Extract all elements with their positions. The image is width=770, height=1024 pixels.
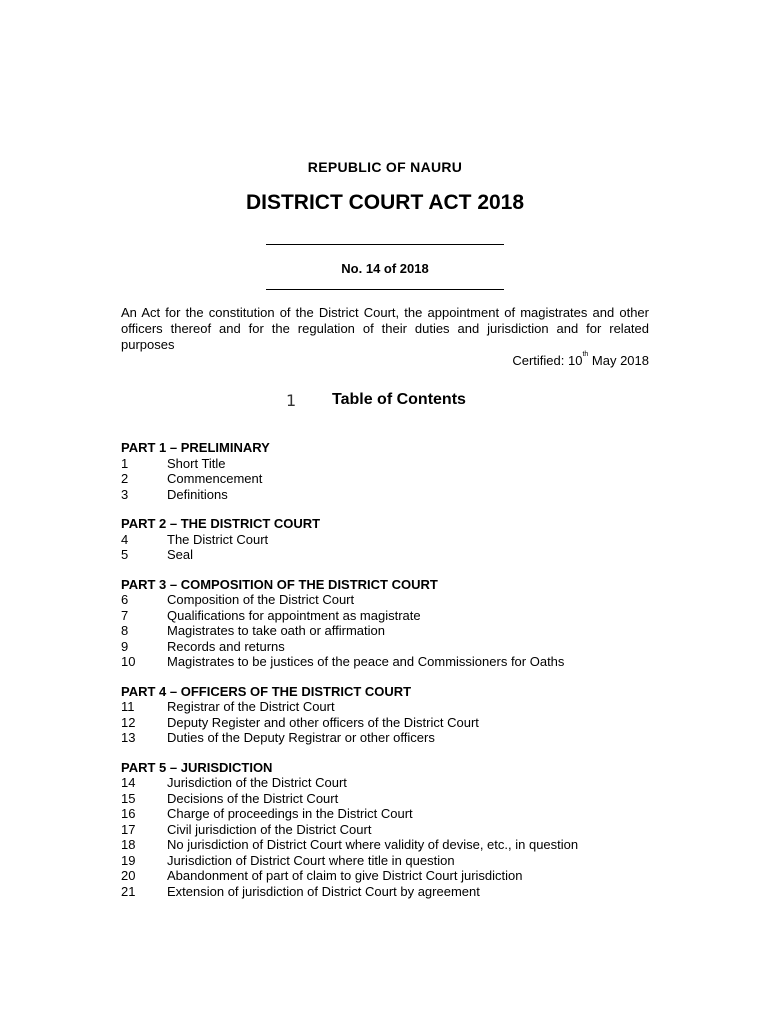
toc-entry-number: 9 (121, 638, 129, 654)
act-number: No. 14 of 2018 (341, 261, 429, 276)
toc-heading-title: Table of Contents (332, 391, 466, 408)
toc-part-title: PART 5 – JURISDICTION (121, 759, 273, 775)
toc-entry-title: Abandonment of part of claim to give District Court jurisdiction (167, 868, 523, 883)
toc-entry-title: Seal (167, 547, 194, 562)
toc-entry-number: 11 (121, 699, 135, 714)
toc-entry-number: 14 (121, 775, 136, 790)
toc-entry-number: 12 (121, 714, 136, 730)
toc-entry-title: Commencement (167, 471, 263, 486)
toc-entry-number: 5 (121, 547, 129, 562)
toc-entry-title: Registrar of the District Court (167, 699, 335, 714)
certified-ordinal: th (582, 351, 589, 358)
toc-entry (121, 715, 661, 731)
toc-entry (121, 730, 661, 746)
toc-entry-number: 6 (121, 592, 129, 607)
toc-part (121, 516, 661, 563)
toc-entry-number: 18 (121, 837, 136, 852)
toc-part-title: PART 4 – OFFICERS OF THE DISTRICT COURT (121, 683, 412, 699)
toc-entry-title: Duties of the Deputy Registrar or other officers (167, 730, 435, 745)
toc-entry-title: No jurisdiction of District Court where validity of devise, etc., in question (167, 837, 579, 852)
toc-entry-number: 13 (121, 730, 136, 745)
toc-entry (121, 806, 661, 822)
toc-entry (121, 608, 661, 624)
toc-entry (121, 654, 661, 670)
long-title: An Act for the constitution of the District Court, the appointment of magistrates and other officers thereof and for the regulation of their duties and jurisdiction and for related purposes (121, 305, 649, 352)
toc-entry-title: Definitions (167, 486, 228, 502)
toc-entry-number: 15 (121, 790, 136, 806)
toc-entry (121, 592, 661, 608)
toc-entry (121, 471, 661, 487)
toc-part-title: PART 3 – COMPOSITION OF THE DISTRICT COURT (121, 576, 438, 592)
toc-entry-title: Magistrates to be justices of the peace and Commissioners for Oaths (167, 654, 565, 669)
toc-part-title: PART 1 – PRELIMINARY (121, 440, 270, 455)
toc-entry-title: Short Title (167, 455, 226, 471)
toc-entry-number: 1 (121, 455, 129, 471)
toc-entry (121, 775, 661, 791)
toc-entry-number: 2 (121, 471, 129, 486)
toc-entry (121, 837, 661, 853)
toc-entry-title: Civil jurisdiction of the District Court (167, 821, 372, 837)
toc-entry (121, 791, 661, 807)
toc-part (121, 440, 661, 502)
toc-part (121, 577, 661, 670)
toc-entry (121, 853, 661, 869)
toc-part (121, 760, 661, 900)
certified-date (121, 353, 649, 368)
toc-entry-number: 3 (121, 486, 129, 502)
toc-entry-number: 4 (121, 531, 129, 547)
certified-prefix: Certified: 10 (512, 353, 583, 368)
toc-entry (121, 822, 661, 838)
toc-entry (121, 487, 661, 503)
toc-entry (121, 639, 661, 655)
toc-entry-title: Jurisdiction of District Court where title in question (167, 852, 455, 868)
toc-entry-title: Jurisdiction of the District Court (167, 775, 347, 790)
toc-part (121, 684, 661, 746)
toc-entry (121, 547, 661, 563)
toc-entry (121, 623, 661, 639)
toc-heading-number: 1 (286, 391, 297, 410)
toc-entry-title: Magistrates to take oath or affirmation (167, 623, 385, 638)
toc-entry-number: 20 (121, 868, 136, 883)
toc-entry-number: 16 (121, 806, 136, 821)
toc-entry-title: Deputy Register and other officers of the District Court (167, 714, 479, 730)
toc-entry-number: 21 (121, 883, 136, 899)
certified-suffix: May 2018 (588, 353, 649, 368)
toc-entry-number: 8 (121, 623, 129, 638)
toc-entry-title: Qualifications for appointment as magistrate (167, 607, 421, 623)
toc-entry-title: Charge of proceedings in the District Court (167, 806, 413, 821)
toc-entry (121, 532, 661, 548)
horizontal-rule (266, 289, 504, 290)
toc-part-title: PART 2 – THE DISTRICT COURT (121, 516, 321, 531)
toc-entry (121, 456, 661, 472)
toc-entry-title: Composition of the District Court (167, 592, 355, 607)
toc-entry-title: Decisions of the District Court (167, 790, 339, 806)
horizontal-rule (266, 244, 504, 245)
toc-entry (121, 884, 661, 900)
table-of-contents (121, 440, 661, 913)
toc-entry (121, 868, 661, 884)
toc-entry-number: 19 (121, 852, 136, 868)
toc-entry-title: The District Court (167, 531, 269, 547)
republic-heading: REPUBLIC OF NAURU (307, 159, 463, 175)
toc-entry-title: Records and returns (167, 638, 285, 654)
toc-entry-number: 10 (121, 654, 136, 669)
toc-entry-number: 17 (121, 821, 136, 837)
act-title: DISTRICT COURT ACT 2018 (245, 191, 525, 214)
toc-entry (121, 699, 661, 715)
toc-entry-number: 7 (121, 607, 129, 623)
toc-entry-title: Extension of jurisdiction of District Court by agreement (167, 883, 480, 899)
